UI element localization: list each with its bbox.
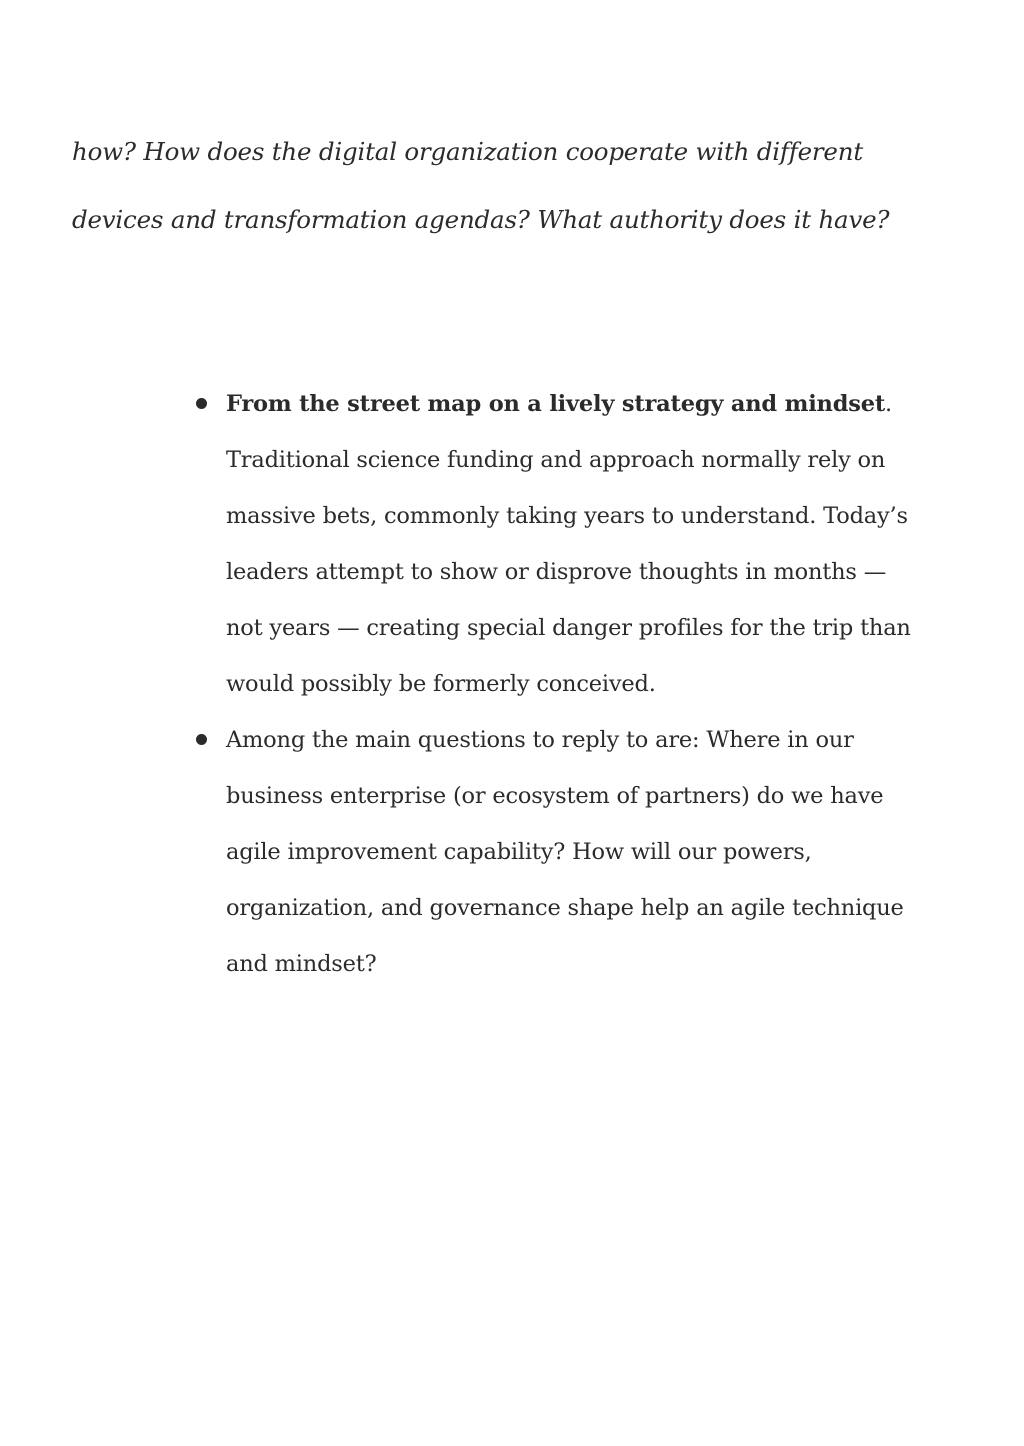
- bullet-icon: [196, 734, 207, 745]
- bullet-lead: From the street map on a lively strategy and mindset: [226, 391, 886, 417]
- bullet-text: Among the main questions to reply to are: Where in our business enterprise (or ecosystem of partners) do we have agile improvement capability? How will our powers, organization, and governance shape help an agile technique and mindset?: [226, 727, 904, 977]
- bullet-text: . Traditional science funding and approach normally rely on massive bets, commonly taking years to understand. Today’s leaders attempt to show or disprove thoughts in months — not years — creating special danger profiles for the trip than would possibly be formerly conceived.: [226, 391, 911, 697]
- bullet-list: [196, 376, 916, 992]
- intro-paragraph: how? How does the digital organization cooperate with different devices and transformation agendas? What authority does it have?: [72, 137, 890, 234]
- list-item: [196, 376, 916, 712]
- bullet-icon: [196, 398, 207, 409]
- list-item: [196, 712, 916, 992]
